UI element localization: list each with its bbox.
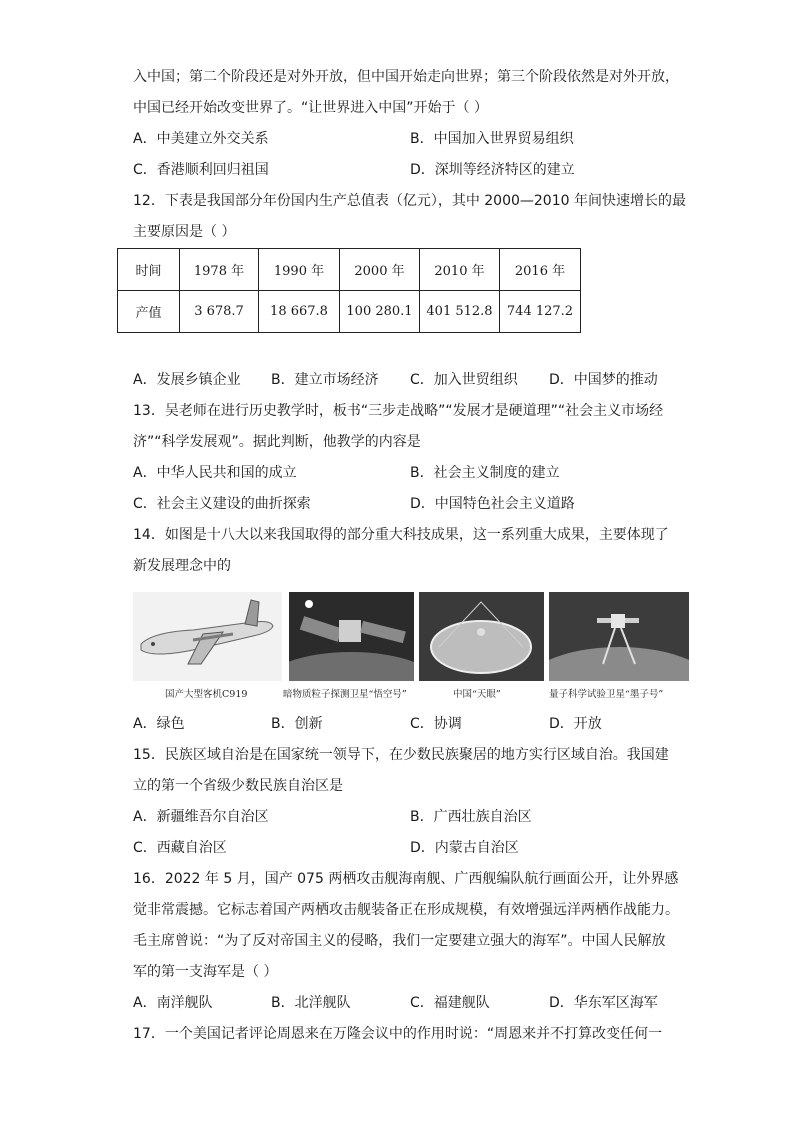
q14-option-d[interactable]: D．开放 (549, 716, 602, 732)
gdp-header-cell: 1978 年 (180, 249, 259, 291)
q12-option-a[interactable]: A．发展乡镇企业 (133, 372, 241, 388)
gdp-table-value-row (118, 291, 581, 333)
gdp-value-cell: 18 667.8 (259, 291, 340, 333)
gdp-value-cell: 产值 (118, 291, 180, 333)
q12-stem-line-2: 主要原因是（ ） (133, 224, 236, 240)
q13-option-a[interactable]: A．中华人民共和国的成立 (133, 465, 297, 481)
q15-stem-line-2: 立的第一个省级少数民族自治区是 (133, 778, 343, 794)
figure-c919 (133, 592, 282, 700)
caption-wukong: 暗物质粒子探测卫星“悟空号” (283, 689, 407, 700)
caption-c919: 国产大型客机C919 (165, 689, 248, 700)
gdp-value-cell: 3 678.7 (180, 291, 259, 333)
q14-option-b[interactable]: B．创新 (271, 716, 323, 732)
gdp-header-cell: 时间 (118, 249, 180, 291)
gdp-table (117, 248, 581, 333)
q11-stem-line-2: 中国已经开始改变世界了。“让世界进入中国”开始于（ ） (133, 100, 488, 116)
q15-option-a[interactable]: A．新疆维吾尔自治区 (133, 809, 269, 825)
q16-stem-line-4: 军的第一支海军是（ ） (133, 964, 278, 980)
q16-option-d[interactable]: D．华东军区海军 (549, 995, 658, 1011)
q12-option-c[interactable]: C．加入世贸组织 (410, 372, 518, 388)
achievement-figures (133, 592, 689, 702)
q16-stem-line-2: 觉非常震撼。它标志着国产两栖攻击舰装备正在形成规模，有效增强远洋两栖作战能力。 (133, 902, 679, 918)
gdp-header-cell: 2010 年 (420, 249, 500, 291)
c919-aircraft-image (133, 592, 282, 681)
q15-option-b[interactable]: B．广西壮族自治区 (410, 809, 532, 825)
q12-option-b[interactable]: B．建立市场经济 (271, 372, 379, 388)
q14-option-a[interactable]: A．绿色 (133, 716, 185, 732)
gdp-value-cell: 744 127.2 (500, 291, 581, 333)
q12-option-d[interactable]: D．中国梦的推动 (549, 372, 658, 388)
caption-mozi: 量子科学试验卫星“墨子号” (549, 689, 664, 700)
figure-mozi (549, 592, 689, 700)
gdp-value-cell: 401 512.8 (420, 291, 500, 333)
q13-option-b[interactable]: B．社会主义制度的建立 (410, 465, 560, 481)
q15-option-d[interactable]: D．内蒙古自治区 (410, 840, 519, 856)
q17-stem-line-1: 17．一个美国记者评论周恩来在万隆会议中的作用时说：“周恩来并不打算改变任何一 (133, 1026, 663, 1042)
q13-stem-line-2: 济”“科学发展观”。据此判断，他教学的内容是 (133, 434, 421, 450)
figure-wukong (283, 592, 414, 700)
q14-option-c[interactable]: C．协调 (410, 716, 462, 732)
mozi-satellite-image (549, 592, 689, 681)
q11-option-c[interactable]: C．香港顺利回归祖国 (133, 162, 269, 178)
q13-option-c[interactable]: C．社会主义建设的曲折探索 (133, 496, 311, 512)
figure-tianyan (419, 592, 544, 700)
gdp-value-cell: 100 280.1 (340, 291, 420, 333)
q14-stem-line-1: 14．如图是十八大以来我国取得的部分重大科技成果，这一系列重大成果，主要体现了 (133, 527, 669, 543)
q11-option-a[interactable]: A．中美建立外交关系 (133, 131, 269, 147)
q15-option-c[interactable]: C．西藏自治区 (133, 840, 227, 856)
wukong-satellite-image (289, 592, 414, 681)
q11-stem-line-1: 入中国；第二个阶段还是对外开放，但中国开始走向世界；第三个阶段依然是对外开放， (133, 69, 679, 85)
q13-stem-line-1: 13．吴老师在进行历史教学时，板书“三步走战略”“发展才是硬道理”“社会主义市场经 (133, 403, 664, 419)
gdp-header-cell: 2016 年 (500, 249, 581, 291)
caption-tianyan: 中国“天眼” (453, 689, 501, 700)
q16-option-a[interactable]: A．南洋舰队 (133, 995, 213, 1011)
q16-stem-line-1: 16．2022 年 5 月，国产 075 两栖攻击舰海南舰、广西舰编队航行画面公开，让外界感 (133, 871, 679, 887)
q13-option-d[interactable]: D．中国特色社会主义道路 (410, 496, 575, 512)
gdp-table-header-row (118, 249, 581, 291)
q15-stem-line-1: 15．民族区域自治是在国家统一领导下，在少数民族聚居的地方实行区域自治。我国建 (133, 747, 669, 763)
q16-option-c[interactable]: C．福建舰队 (410, 995, 490, 1011)
gdp-header-cell: 2000 年 (340, 249, 420, 291)
gdp-header-cell: 1990 年 (259, 249, 340, 291)
tianyan-telescope-image (419, 592, 544, 681)
q11-option-d[interactable]: D．深圳等经济特区的建立 (410, 162, 575, 178)
q16-stem-line-3: 毛主席曾说：“为了反对帝国主义的侵略，我们一定要建立强大的海军”。中国人民解放 (133, 933, 666, 949)
q16-option-b[interactable]: B．北洋舰队 (271, 995, 351, 1011)
q14-stem-line-2: 新发展理念中的 (133, 558, 231, 574)
q12-stem-line-1: 12．下表是我国部分年份国内生产总值表（亿元），其中 2000—2010 年间快速增长的最 (133, 193, 686, 209)
q11-option-b[interactable]: B．中国加入世界贸易组织 (410, 131, 574, 147)
